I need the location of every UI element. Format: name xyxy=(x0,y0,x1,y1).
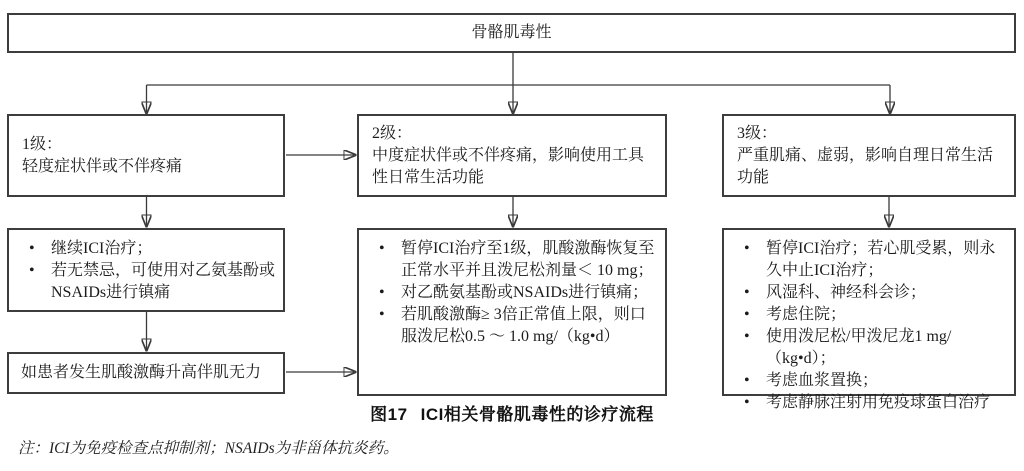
treatment2-item: • 若肌酸激酶≥ 3倍正常值上限，则口服泼尼松0.5 ～ 1.0 mg/（kg•d） xyxy=(374,304,660,348)
treatment2-item: • 暂停ICI治疗至1级，肌酸激酶恢复至正常水平并且泼尼松剂量＜ 10 mg； xyxy=(374,238,660,282)
grade3-desc: 严重肌痛、虚弱，影响自理日常生活功能 xyxy=(737,146,994,186)
treatment3-item: • 风湿科、神经科会诊； xyxy=(739,282,1009,304)
treatment3-item: • 暂停ICI治疗；若心肌受累，则永久中止ICI治疗； xyxy=(739,238,1009,282)
bullet-icon: • xyxy=(744,372,750,389)
grade2-box xyxy=(357,114,667,197)
treatment1-item: • 继续ICI治疗； xyxy=(24,238,278,260)
grade3-box xyxy=(722,114,1016,197)
treatment3-box xyxy=(722,228,1016,411)
root-box xyxy=(7,13,1016,53)
figure-caption xyxy=(0,403,1024,427)
figure-caption-number: 图17 xyxy=(370,405,408,424)
treatment3-item: • 考虑静脉注射用免疫球蛋白治疗 xyxy=(739,392,1009,414)
bullet-icon: • xyxy=(379,284,385,301)
treatment3-item: • 考虑血浆置换； xyxy=(739,370,1009,392)
bullet-icon: • xyxy=(29,240,35,257)
grade1-box xyxy=(7,114,285,197)
bullet-icon: • xyxy=(744,328,750,345)
bullet-icon: • xyxy=(379,306,385,323)
bullet-icon: • xyxy=(744,240,750,257)
treatment3-item: • 考虑住院； xyxy=(739,304,1009,326)
grade3-title: 3级： xyxy=(737,124,778,142)
figure-caption-title: ICI相关骨骼肌毒性的诊疗流程 xyxy=(420,405,654,424)
grade2-desc: 中度症状伴或不伴疼痛，影响使用工具性日常生活功能 xyxy=(372,146,645,186)
treatment1-box xyxy=(7,228,285,312)
bullet-icon: • xyxy=(744,306,750,323)
bullet-icon: • xyxy=(379,240,385,257)
bullet-icon: • xyxy=(744,394,750,411)
ck-elevation-label: 如患者发生肌酸激酶升高伴肌无力 xyxy=(21,364,262,381)
grade1-title: 1级： xyxy=(22,135,63,153)
bullet-icon: • xyxy=(744,284,750,301)
treatment2-item: • 对乙酰氨基酚或NSAIDs进行镇痛； xyxy=(374,282,660,304)
treatment2-box xyxy=(357,228,667,396)
grade2-title: 2级： xyxy=(372,124,413,142)
treatment3-item: • 使用泼尼松/甲泼尼龙1 mg/（kg•d）； xyxy=(739,326,1009,370)
bullet-icon: • xyxy=(29,262,35,279)
treatment1-item: • 若无禁忌，可使用对乙氨基酚或NSAIDs进行镇痛 xyxy=(24,260,278,304)
ck-elevation-box xyxy=(7,352,285,394)
figure-footnote: 注：ICI为免疫检查点抑制剂；NSAIDs为非甾体抗炎药。 xyxy=(18,440,399,457)
root-box-label: 骨骼肌毒性 xyxy=(471,24,552,41)
grade1-desc: 轻度症状伴或不伴疼痛 xyxy=(22,157,183,175)
